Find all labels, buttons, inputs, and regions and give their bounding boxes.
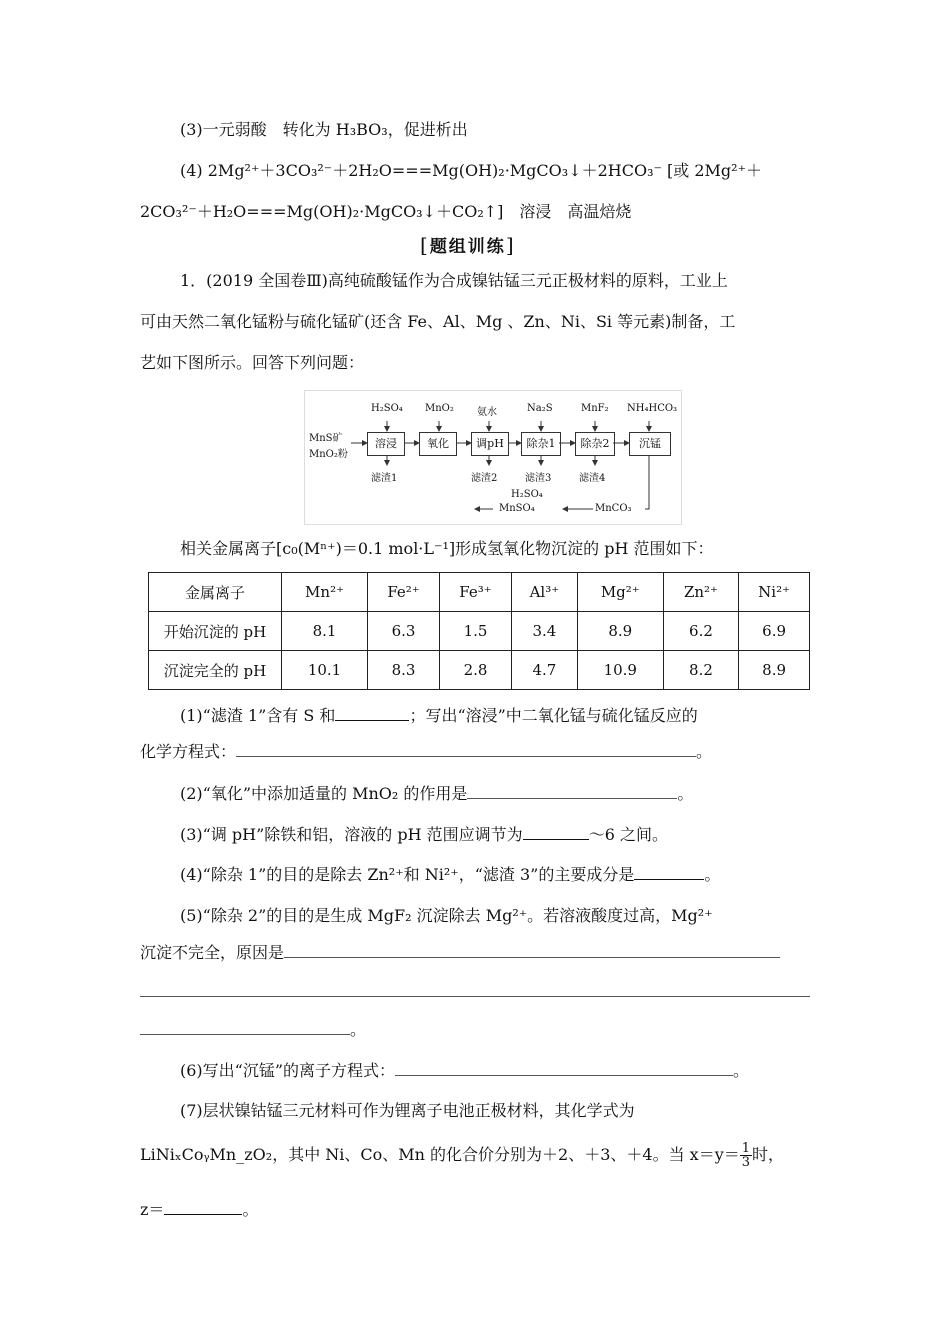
question-intro-1: 1．(2019 全国卷Ⅲ)高纯硫酸锰作为合成镍钴锰三元正极材料的原料，工业上 (180, 271, 728, 290)
answer-blank-q5c[interactable] (140, 1020, 350, 1035)
table-cell: 2.8 (440, 651, 512, 690)
table-header-row (149, 573, 810, 612)
header-cell: Mg²⁺ (577, 573, 663, 612)
reagent-4: Na₂S (527, 403, 553, 414)
fraction-one-third (740, 1142, 752, 1169)
header-cell: Zn²⁺ (663, 573, 738, 612)
q5-text-b: 沉淀不完全，原因是 (140, 943, 285, 962)
table-cell: 8.1 (282, 612, 368, 651)
table-cell: 8.3 (368, 651, 440, 690)
q4-end: 。 (704, 865, 721, 884)
q7-end: 。 (242, 1200, 259, 1219)
product-mnso4: MnSO₄ (499, 503, 535, 514)
answer-blank-q1b[interactable] (236, 742, 696, 757)
q7-line3 (140, 1197, 258, 1220)
residue-1: 滤渣1 (371, 473, 398, 484)
header-cell: Mn²⁺ (282, 573, 368, 612)
fraction-numerator: 1 (741, 1141, 751, 1156)
answer-blank-q6[interactable] (395, 1061, 733, 1076)
answer-blank-q4[interactable] (634, 865, 704, 880)
q7-text-c: 时， (752, 1145, 785, 1164)
reagent-6: NH₄HCO₃ (627, 403, 678, 414)
table-row (149, 651, 810, 690)
table-cell: 6.2 (663, 612, 738, 651)
header-cell: Fe²⁺ (368, 573, 440, 612)
step-purify-2: 除杂2 (575, 432, 615, 456)
q1-line1 (180, 703, 698, 726)
q6-end: 。 (733, 1061, 750, 1080)
section-title: [题组训练] (420, 233, 516, 257)
q3-line (180, 822, 668, 845)
q7-line2 (140, 1142, 784, 1169)
q5-line2 (140, 940, 780, 963)
answer-4-line1: (4) 2Mg²⁺＋3CO₃²⁻＋2H₂O===Mg(OH)₂·MgCO₃↓＋2HCO₃⁻ [或 2Mg²⁺＋ (180, 161, 763, 180)
table-cell: 开始沉淀的 pH (149, 612, 282, 651)
fraction-denominator: 3 (741, 1155, 751, 1170)
answer-blank-q3[interactable] (523, 825, 589, 840)
bottom-acid: H₂SO₄ (511, 489, 543, 500)
table-cell: 1.5 (440, 612, 512, 651)
q5-line1: (5)“除杂 2”的目的是生成 MgF₂ 沉淀除去 Mg²⁺。若溶液酸度过高，Mg²⁺ (180, 906, 713, 925)
q3-text-b: ～6 之间。 (588, 825, 668, 844)
answer-4-line2: 2CO₃²⁻＋H₂O===Mg(OH)₂·MgCO₃↓＋CO₂↑] 溶浸 高温焙烧 (140, 202, 632, 221)
step-purify-1: 除杂1 (521, 432, 561, 456)
answer-blank-q1a[interactable] (335, 706, 409, 721)
q4-line (180, 862, 720, 885)
table-cell: 10.1 (282, 651, 368, 690)
residue-2: 滤渣2 (471, 473, 498, 484)
q1-line2 (140, 739, 712, 762)
input-mns: MnS矿 (309, 433, 343, 444)
answer-blank-q7[interactable] (164, 1200, 242, 1215)
q3-text: (3)“调 pH”除铁和铝，溶液的 pH 范围应调节为 (180, 825, 523, 844)
q1-end: 。 (696, 742, 713, 761)
q2-line (180, 781, 693, 804)
table-cell: 10.9 (577, 651, 663, 690)
table-caption: 相关金属离子[c₀(Mⁿ⁺)＝0.1 mol·L⁻¹]形成氢氧化物沉淀的 pH 范围如下： (180, 539, 714, 558)
reagent-3: 氨水 (477, 407, 497, 418)
question-intro-2: 可由天然二氧化锰粉与硫化锰矿(还含 Fe、Al、Mg 、Zn、Ni、Si 等元素)制备，工 (140, 312, 736, 331)
input-mno2: MnO₂粉 (309, 449, 348, 460)
reagent-5: MnF₂ (581, 403, 609, 414)
step-leach: 溶浸 (367, 432, 405, 456)
q2-text: (2)“氧化”中添加适量的 MnO₂ 的作用是 (180, 784, 468, 803)
table-cell: 4.7 (511, 651, 577, 690)
answer-blank-q2[interactable] (467, 784, 677, 799)
q2-end: 。 (677, 784, 694, 803)
reagent-2: MnO₂ (425, 403, 454, 414)
q5-line4 (140, 1017, 366, 1040)
q7-text-d: z＝ (140, 1200, 165, 1219)
q4-text: (4)“除杂 1”的目的是除去 Zn²⁺和 Ni²⁺，“滤渣 3”的主要成分是 (180, 865, 635, 884)
step-oxidize: 氧化 (419, 432, 457, 456)
table-cell: 6.3 (368, 612, 440, 651)
residue-3: 滤渣3 (525, 473, 552, 484)
table-row (149, 612, 810, 651)
answer-blank-q5b[interactable] (140, 982, 810, 997)
intermediate-mnco3: MnCO₃ (595, 503, 632, 514)
step-adjust-ph: 调pH (471, 432, 509, 456)
table-cell: 6.9 (739, 612, 810, 651)
q6-line (180, 1058, 749, 1081)
table-cell: 8.2 (663, 651, 738, 690)
answer-3: (3)一元弱酸 转化为 H₃BO₃，促进析出 (180, 120, 468, 139)
q7-text-b: LiNiₓCoᵧMn_zO₂，其中 Ni、Co、Mn 的化合价分别为＋2、＋3、＋4。当 x＝y＝ (140, 1145, 740, 1164)
question-intro-3: 艺如下图所示。回答下列问题： (140, 353, 365, 372)
table-cell: 8.9 (739, 651, 810, 690)
step-precipitate-mn: 沉锰 (629, 432, 671, 456)
q7-line1: (7)层状镍钴锰三元材料可作为锂离子电池正极材料，其化学式为 (180, 1101, 635, 1120)
process-flowchart (304, 390, 682, 525)
header-cell: Ni²⁺ (739, 573, 810, 612)
q1-text-b: ；写出“溶浸”中二氧化锰与硫化锰反应的 (409, 706, 698, 725)
answer-blank-q5a[interactable] (284, 943, 780, 958)
ph-table (148, 572, 810, 690)
reagent-1: H₂SO₄ (371, 403, 403, 414)
table-cell: 3.4 (511, 612, 577, 651)
table-cell: 8.9 (577, 612, 663, 651)
header-cell: Al³⁺ (511, 573, 577, 612)
header-cell: Fe³⁺ (440, 573, 512, 612)
residue-4: 滤渣4 (579, 473, 606, 484)
header-cell: 金属离子 (149, 573, 282, 612)
q1-text-c: 化学方程式： (140, 742, 237, 761)
q1-text-a: (1)“滤渣 1”含有 S 和 (180, 706, 336, 725)
table-cell: 沉淀完全的 pH (149, 651, 282, 690)
q6-text: (6)写出“沉锰”的离子方程式： (180, 1061, 396, 1080)
q5-end: 。 (350, 1020, 367, 1039)
q5-line3 (140, 982, 810, 1001)
